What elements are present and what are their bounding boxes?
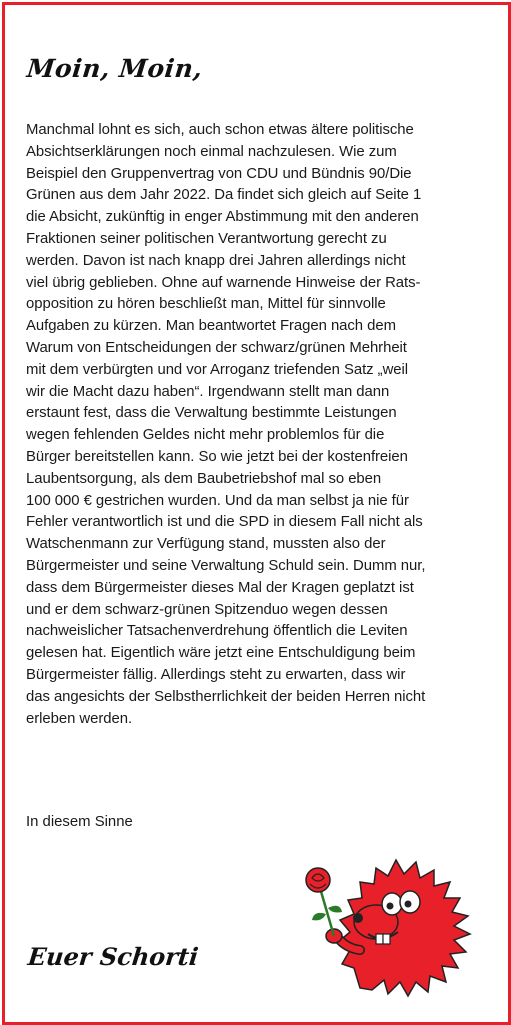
- body-line: erleben werden.: [26, 710, 133, 727]
- body-line: Laubentsorgung, als dem Baubetriebshof mal so eben: [26, 470, 382, 487]
- body-line: Beispiel den Gruppenvertrag von CDU und Bündnis 90/Die: [26, 165, 412, 182]
- body-line: erstaunt fest, dass die Verwaltung bestimmte Leistungen: [26, 405, 397, 422]
- body-line: Warum von Entscheidungen der schwarz/grünen Mehrheit: [26, 339, 407, 356]
- body-line: opposition zu hören beschließt man, Mittel für sinnvolle: [26, 296, 386, 313]
- body-line: wir die Macht dazu haben“. Irgendwann stellt man dann: [26, 383, 390, 400]
- body-line: werden. Davon ist nach knapp drei Jahren allerdings nicht: [26, 252, 406, 269]
- body-line: Fehler verantwortlich ist und die SPD in diesem Fall nicht als: [26, 514, 423, 531]
- body-line: Grünen aus dem Jahr 2022. Da findet sich gleich auf Seite 1: [26, 187, 422, 204]
- body-line: Bürger bereitstellen kann. So wie jetzt bei der kostenfreien: [26, 448, 408, 465]
- body-line: die Absicht, zukünftig in enger Abstimmung mit den anderen: [26, 209, 419, 226]
- body-line: Fraktionen seiner politischen Verantwortung gerecht zu: [26, 230, 387, 247]
- body-line: Bürgermeister fällig. Allerdings steht zu erwarten, dass wir: [26, 666, 406, 683]
- body-line: Aufgaben zu kürzen. Man beantwortet Fragen nach dem: [26, 318, 396, 335]
- body-line: mit dem verbürgten und vor Arroganz triefenden Satz „weil: [26, 361, 409, 378]
- body-line: Watschenmann zur Verfügung stand, mussten also der: [26, 536, 386, 553]
- letter-body: [26, 120, 489, 730]
- body-line: Absichtserklärungen noch einmal nachzulesen. Wie zum: [26, 143, 397, 160]
- body-line: das angesichts der Selbstherrlichkeit der beiden Herren nicht: [26, 688, 426, 705]
- body-line: nachweislicher Tatsachenverdrehung öffentlich die Leviten: [26, 623, 408, 640]
- body-line: gelesen hat. Eigentlich wäre jetzt eine Entschuldigung beim: [26, 645, 416, 662]
- body-line: wegen fehlenden Geldes nicht mehr problemlos für die: [26, 427, 385, 444]
- rose-icon: [306, 868, 342, 936]
- signature: Euer Schorti: [26, 942, 200, 971]
- body-line: dass dem Bürgermeister dieses Mal der Kragen geplatzt ist: [26, 579, 414, 596]
- body-line: viel übrig geblieben. Ohne auf warnende Hinweise der Rats-: [26, 274, 421, 291]
- hedgehog-mascot-icon: [290, 818, 490, 998]
- body-line: und er dem schwarz-grünen Spitzenduo wegen dessen: [26, 601, 388, 618]
- body-line: Bürgermeister und seine Verwaltung Schuld sein. Dumm nur,: [26, 557, 426, 574]
- body-line: Manchmal lohnt es sich, auch schon etwas ältere politische: [26, 122, 414, 138]
- closing-line: In diesem Sinne: [26, 814, 133, 830]
- body-line: 100 000 € gestrichen wurden. Und da man selbst ja nie für: [26, 492, 409, 509]
- greeting-heading: Moin, Moin,: [25, 54, 205, 83]
